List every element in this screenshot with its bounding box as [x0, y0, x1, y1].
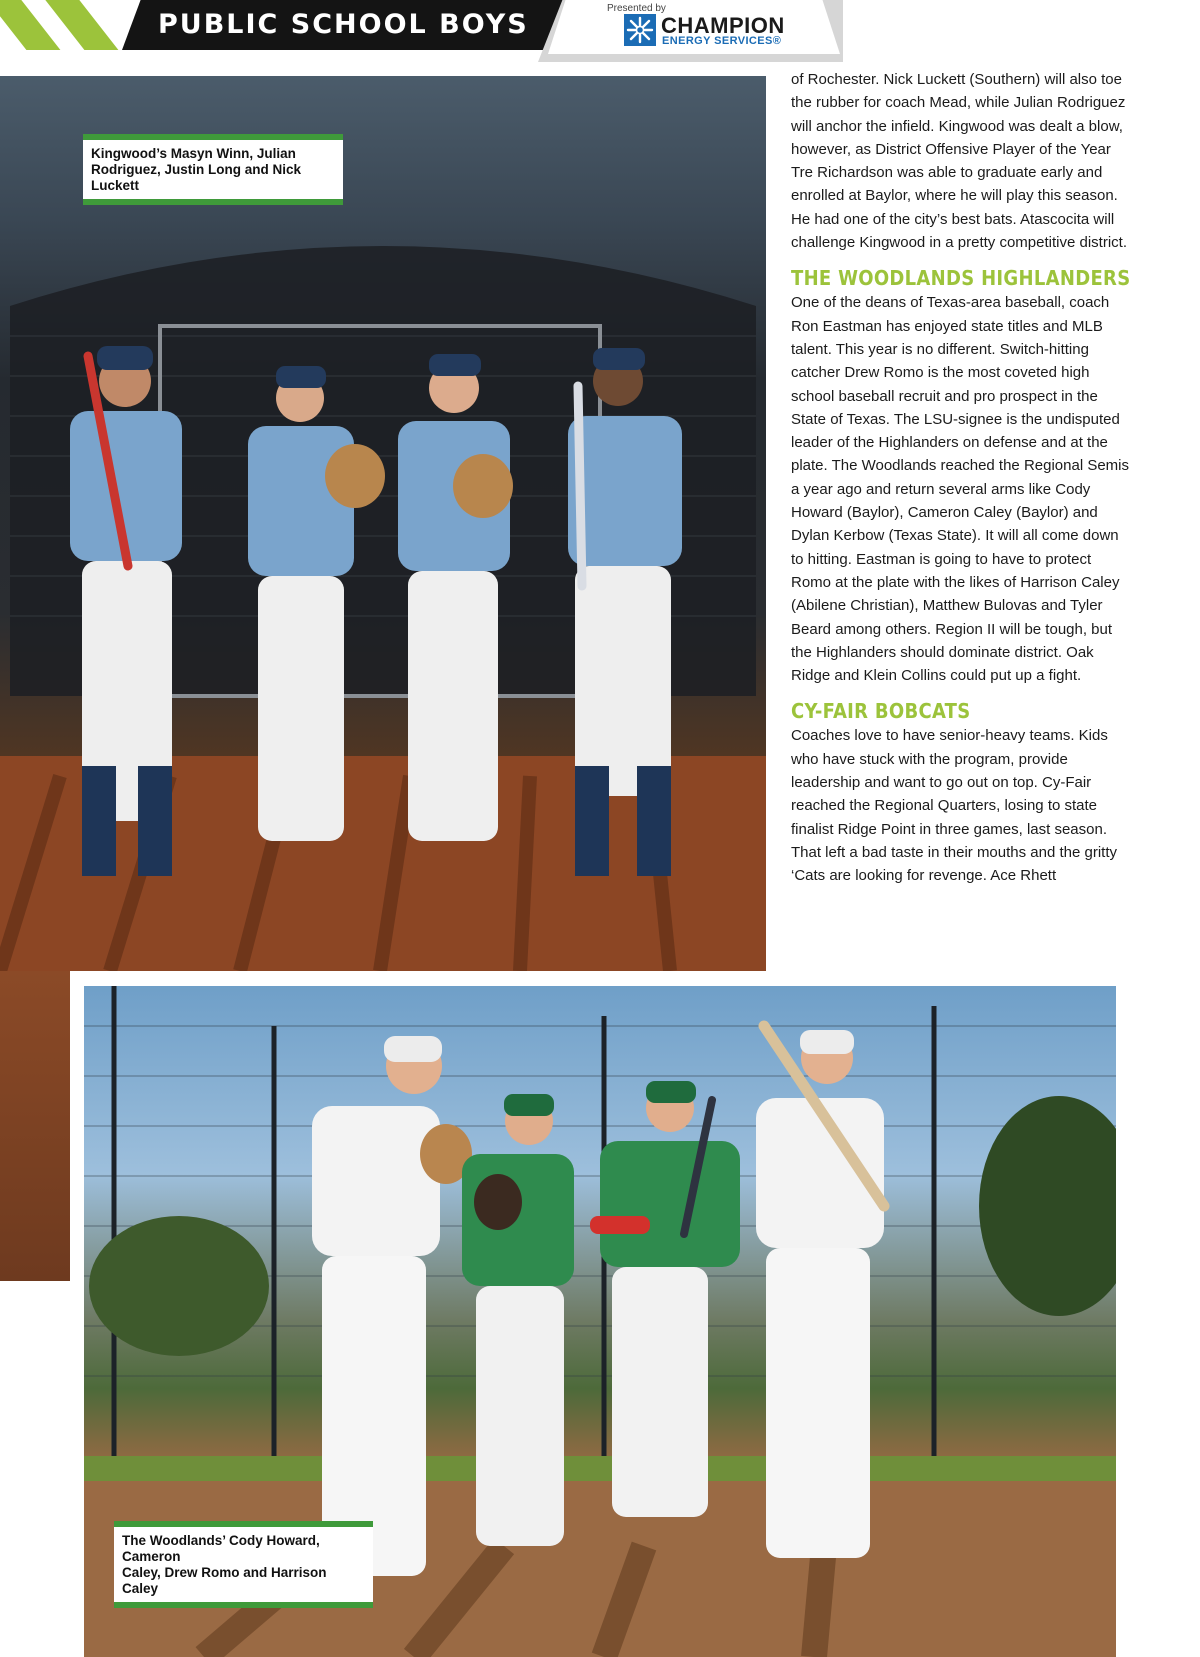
section-body-cy-fair: Coaches love to have senior-heavy teams. Kids who have stuck with the program, provide leadership and want to go out on top. Cy-Fair reached the Regional Quarters, losing to state finalist Ridge Point in three games, last season. That left a bad taste in their mouths and the gritty ‘Cats are looking for revenge. Ace Rhett	[791, 727, 1118, 885]
section-title: PUBLIC SCHOOL BOYS	[158, 9, 529, 40]
champion-logo-icon	[624, 14, 656, 46]
clay-background-strip	[0, 971, 70, 1281]
sponsor-name: CHAMPION	[661, 13, 785, 38]
kingwood-team-photo	[0, 76, 766, 971]
woodlands-photo-caption: The Woodlands’ Cody Howard, Cameron Caley, Drew Romo and Harrison Caley	[114, 1521, 373, 1608]
kingwood-photo-illustration	[0, 76, 766, 971]
section-heading-woodlands: THE WOODLANDS HIGHLANDERS	[791, 266, 1131, 291]
sponsor-subname: ENERGY SERVICES®	[662, 35, 782, 47]
article-column	[791, 68, 1131, 888]
presented-by-label: Presented by	[607, 3, 666, 14]
photo-frame-border	[70, 971, 1116, 986]
section-heading-cy-fair: CY-FAIR BOBCATS	[791, 699, 971, 724]
kingwood-photo-caption: Kingwood’s Masyn Winn, Julian Rodriguez, Justin Long and Nick Luckett	[83, 134, 343, 205]
header-banner	[0, 0, 845, 62]
section-body-woodlands: One of the deans of Texas-area baseball, coach Ron Eastman has enjoyed state titles and MLB talent. This year is no different. Switch-hitting catcher Drew Romo is the most coveted high school baseball recruit and pro prospect in the State of Texas. The LSU-signee is the undisputed leader of the Highlanders on defense and at the plate. The Woodlands reached the Regional Semis a year ago and return several arms like Cody Howard (Baylor), Cameron Caley (Baylor) and Dylan Kerbow (Texas State). It will all come down to hitting. Eastman is going to have to protect Romo at the plate with the likes of Harrison Caley (Abilene Christian), Matthew Bulovas and Tyler Beard among others. Region II will be tough, but the Highlanders should dominate district. Oak Ridge and Klein Collins could put up a fight.	[791, 294, 1129, 685]
article-intro-paragraph: of Rochester. Nick Luckett (Southern) will also toe the rubber for coach Mead, while Julian Rodriguez will anchor the infield. Kingwood was dealt a blow, however, as District Offensive Player of the Year Tre Richardson was able to graduate early and enrolled at Baylor, where he will play this season. He had one of the city’s best bats. Atascocita will challenge Kingwood in a pretty competitive district.	[791, 71, 1128, 252]
